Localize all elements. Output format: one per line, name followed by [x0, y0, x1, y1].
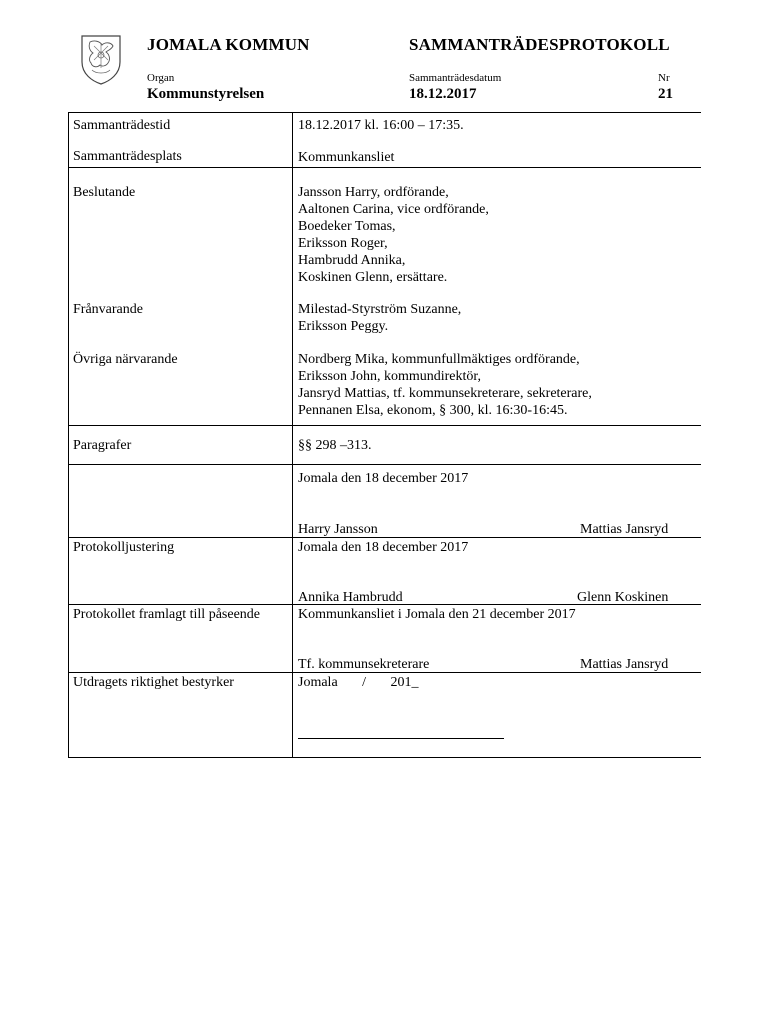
jomala-coat-of-arms-icon	[78, 32, 124, 86]
absent-label: Frånvarande	[73, 302, 143, 317]
table-left-border	[68, 112, 69, 758]
secretary-signature-name: Mattias Jansryd	[580, 522, 669, 537]
adjuster-name-left: Annika Hambrudd	[298, 590, 403, 605]
list-item: Nordberg Mika, kommunfullmäktiges ordförande,	[298, 352, 580, 367]
adjuster-name-right: Glenn Koskinen	[577, 590, 669, 605]
list-item: Eriksson John, kommundirektör,	[298, 369, 481, 384]
municipality-name: JOMALA KOMMUN	[147, 35, 310, 54]
meeting-place-value: Kommunkansliet	[298, 150, 395, 165]
chair-signature-name: Harry Jansson	[298, 522, 378, 537]
others-present-list	[298, 351, 592, 419]
meeting-time-label: Sammanträdestid	[73, 118, 171, 133]
table-top-border	[68, 112, 701, 113]
organ-value: Kommunstyrelsen	[147, 86, 265, 102]
table-column-divider	[292, 112, 293, 758]
list-item: Aaltonen Carina, vice ordförande,	[298, 202, 489, 217]
date-value: 18.12.2017	[409, 86, 477, 102]
paragraphs-label: Paragrafer	[73, 438, 132, 453]
list-item: Pennanen Elsa, ekonom, § 300, kl. 16:30-16:45.	[298, 403, 568, 418]
public-display-place: Kommunkansliet i Jomala den 21 december 2017	[298, 607, 576, 622]
table-bottom-border	[68, 757, 701, 758]
public-display-label: Protokollet framlagt till påseende	[73, 607, 261, 622]
decision-makers-list	[298, 184, 489, 286]
adjustment-label: Protokolljustering	[73, 540, 175, 555]
list-item: Koskinen Glenn, ersättare.	[298, 270, 448, 285]
date-label: Sammanträdesdatum	[409, 72, 502, 84]
acting-secretary-name: Mattias Jansryd	[580, 657, 669, 672]
nr-value: 21	[658, 86, 673, 102]
document-type: SAMMANTRÄDESPROTOKOLL	[409, 35, 670, 54]
acting-secretary-title: Tf. kommunsekreterare	[298, 657, 430, 672]
certification-label: Utdragets riktighet bestyrker	[73, 675, 234, 690]
list-item: Eriksson Peggy.	[298, 319, 389, 334]
row-divider	[68, 167, 701, 168]
row-divider	[68, 425, 701, 426]
certification-place-date: Jomala / 201_	[298, 675, 419, 690]
adjustment-place: Jomala den 18 december 2017	[298, 540, 469, 555]
signature-line	[298, 738, 504, 739]
list-item: Jansryd Mattias, tf. kommunsekreterare, sekreterare,	[298, 386, 592, 401]
list-item: Boedeker Tomas,	[298, 219, 396, 234]
list-item: Milestad-Styrström Suzanne,	[298, 302, 462, 317]
paragraphs-value: §§ 298 –313.	[298, 438, 372, 453]
chair-signature-place: Jomala den 18 december 2017	[298, 471, 469, 486]
list-item: Hambrudd Annika,	[298, 253, 406, 268]
organ-label: Organ	[147, 72, 175, 84]
others-present-label: Övriga närvarande	[73, 352, 178, 367]
decision-makers-label: Beslutande	[73, 185, 136, 200]
nr-label: Nr	[658, 72, 670, 84]
absent-list	[298, 301, 461, 335]
meeting-time-value: 18.12.2017 kl. 16:00 – 17:35.	[298, 118, 464, 133]
row-divider	[68, 464, 701, 465]
list-item: Jansson Harry, ordförande,	[298, 185, 449, 200]
meeting-place-label: Sammanträdesplats	[73, 149, 182, 164]
list-item: Eriksson Roger,	[298, 236, 388, 251]
